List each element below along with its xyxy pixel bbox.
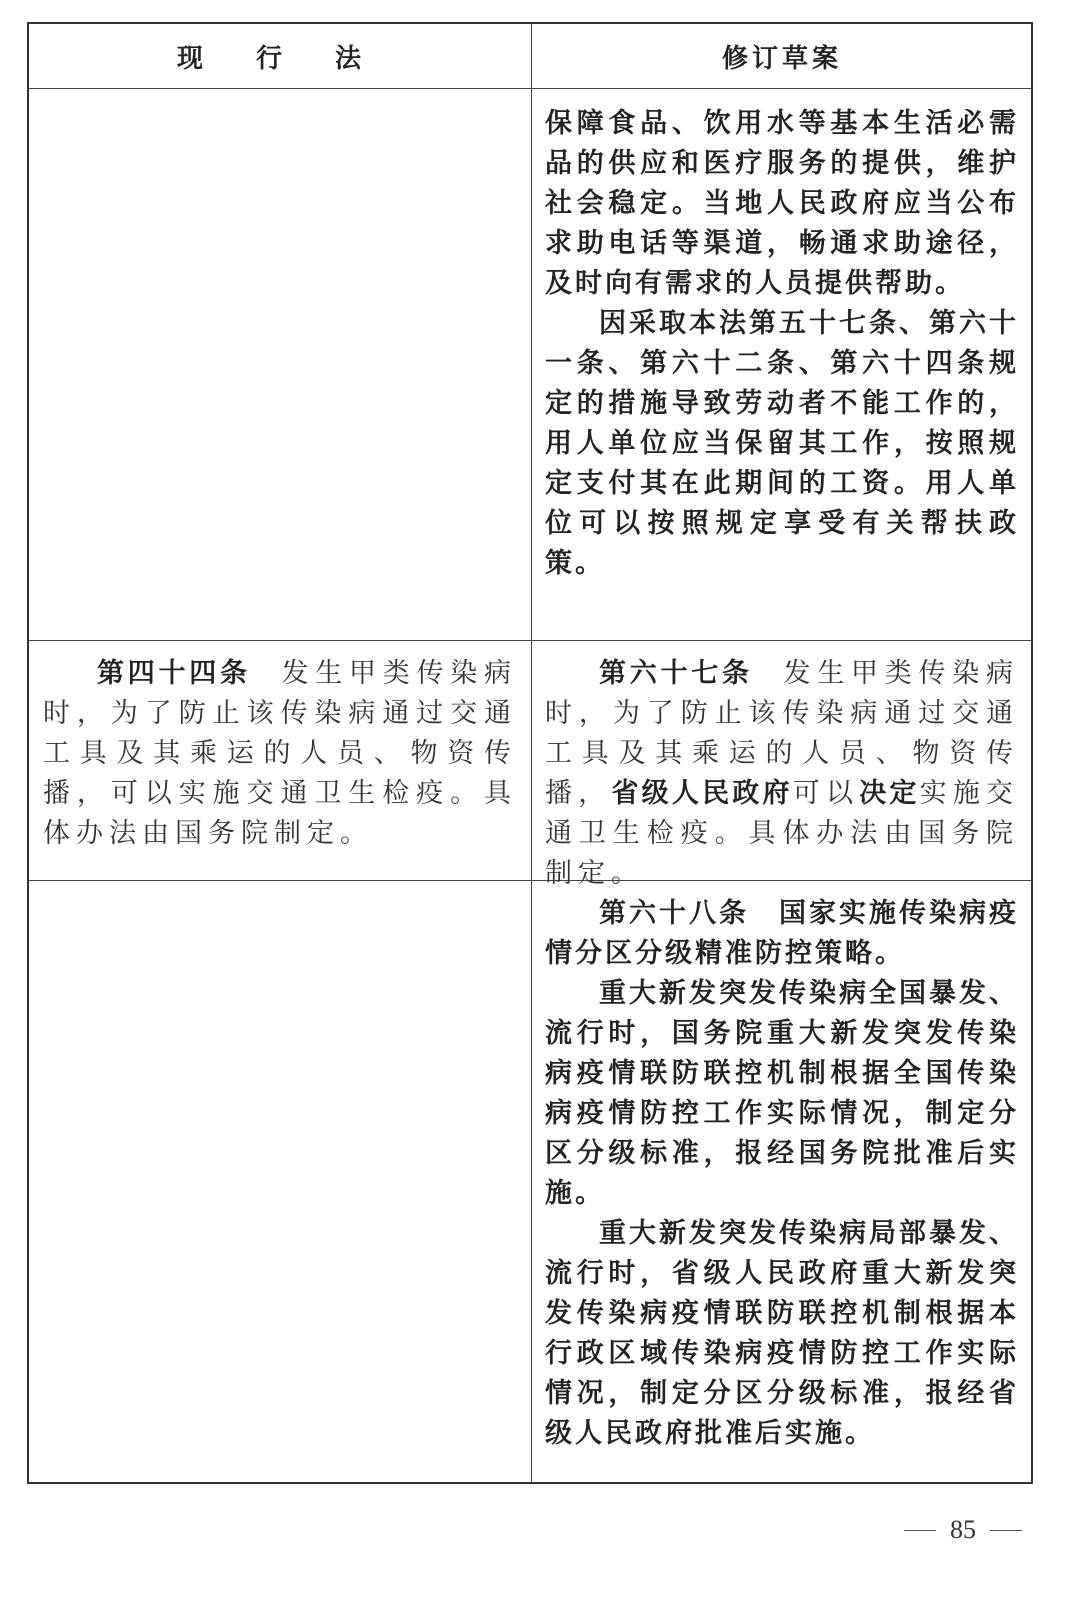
row3-right-paragraph-2: 重大新发突发传染病全国暴发、流行时，国务院重大新发突发传染病疫情联防联控机制根据全国传染病疫情防控工作实际情况，制定分区分级标准，报经国务院批准后实施。: [545, 978, 1019, 1209]
comparison-table: [27, 22, 1033, 1484]
row1-right-paragraph-1: 保障食品、饮用水等基本生活必需品的供应和医疗服务的提供，维护社会稳定。当地人民政府应当公布求助电话等渠道，畅通求助途径，及时向有需求的人员提供帮助。: [545, 108, 1019, 299]
column-divider: [531, 24, 532, 1482]
row2-right-cell: [545, 654, 1019, 894]
header-revised-draft: 修订草案: [721, 43, 842, 74]
page-footer: [904, 1515, 1022, 1545]
row2-left-cell: [43, 654, 517, 854]
header-divider: [29, 88, 1031, 89]
row3-right-cell: [545, 894, 1019, 1454]
article-44-text: 发生甲类传染病时，为了防止该传染病通过交通工具及其乘运的人员、物资传播，可以实施交通卫生检疫。具体办法由国务院制定。: [43, 658, 517, 849]
row1-right-paragraph-2: 因采取本法第五十七条、第六十一条、第六十二条、第六十四条规定的措施导致劳动者不能工作的，用人单位应当保留其工作，按照规定支付其在此期间的工资。用人单位可以按照规定享受有关帮扶政策。: [545, 308, 1019, 579]
article-67-text-1: 发生甲类传染病时，为了防止该传染病通过交通工具及其乘运的人员、物资传播，: [545, 658, 1019, 809]
footer-dash-left: [904, 1530, 936, 1531]
article-67-text-2: 可以: [792, 778, 860, 809]
row3-right-paragraph-3: 重大新发突发传染病局部暴发、流行时，省级人民政府重大新发突发传染病疫情联防联控机制根据本行政区域传染病疫情防控工作实际情况，制定分区分级标准，报经省级人民政府批准后实施。: [545, 1218, 1019, 1449]
header-current-law: 现 行 法: [176, 43, 384, 74]
row3-right-paragraph-1: 第六十八条 国家实施传染病疫情分区分级精准防控策略。: [545, 898, 1019, 969]
article-67-bold-1: 省级人民政府: [611, 778, 793, 809]
row-divider-1: [29, 640, 1031, 641]
row1-right-cell: [545, 104, 1019, 584]
article-44-title: 第四十四条: [97, 658, 251, 689]
article-67-title: 第六十七条: [599, 658, 753, 689]
article-67-text-3: 实施交通卫生检疫。具体办法由国务院制定。: [545, 778, 1020, 889]
footer-dash-right: [990, 1530, 1022, 1531]
article-67-bold-2: 决定: [859, 778, 920, 809]
page-number: 85: [950, 1515, 976, 1544]
